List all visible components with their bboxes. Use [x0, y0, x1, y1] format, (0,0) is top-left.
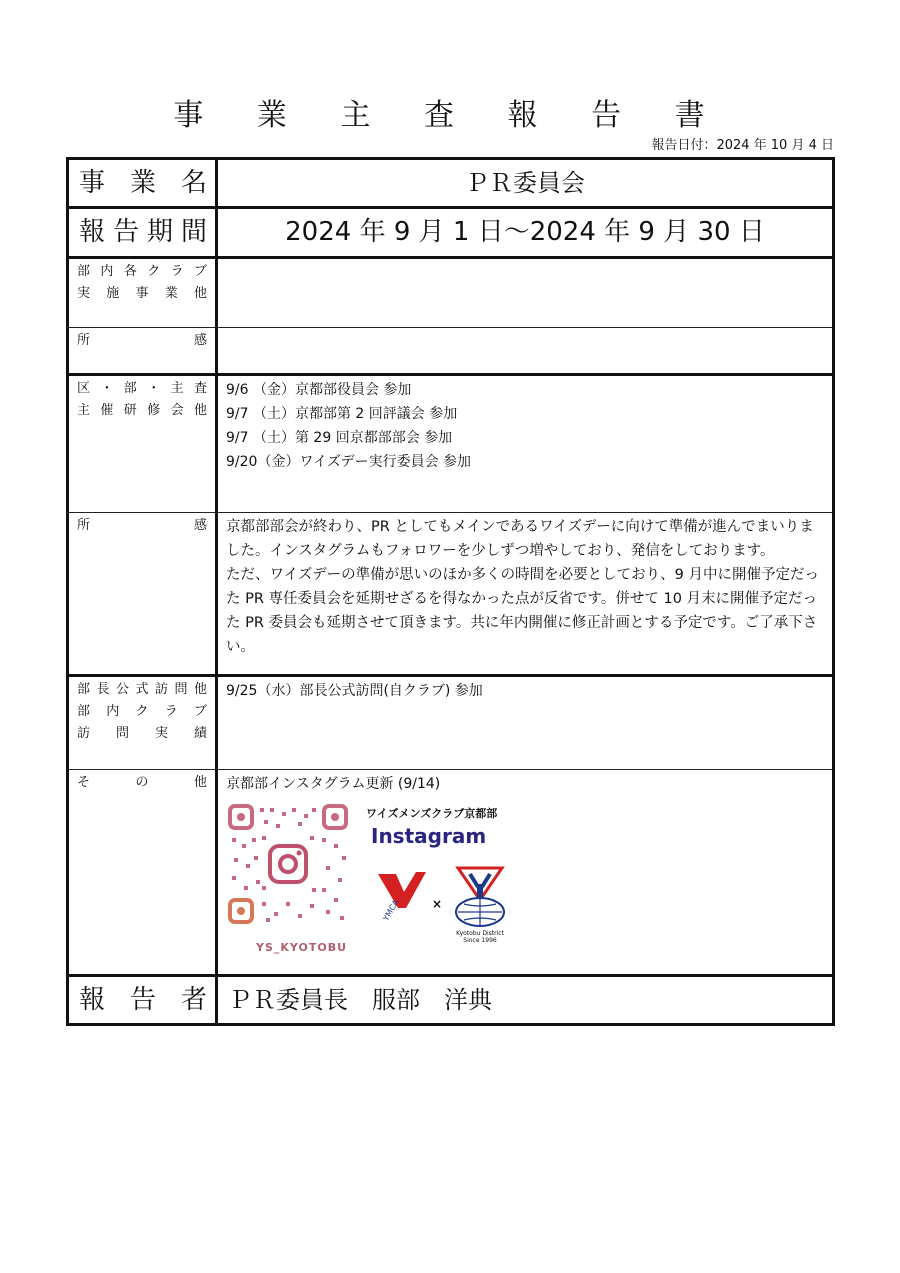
row-other — [68, 770, 834, 976]
project-name-value: ＰＲ委員会 — [217, 159, 834, 208]
district-impressions-text — [217, 513, 834, 676]
club-events-label — [68, 258, 217, 328]
qr-code-icon — [226, 802, 350, 926]
district-impressions-label: 所 感 — [68, 513, 217, 676]
brand-club-name: ワイズメンズクラブ京都部 — [366, 807, 498, 820]
district-events-label-line-2: 主 催 研 修 会 他 — [77, 403, 207, 418]
other-value — [217, 770, 834, 976]
district-event-item: 9/7 （土）第 29 回京都部部会 参加 — [226, 430, 453, 446]
other-text: 京都部インスタグラム更新 (9/14) — [226, 776, 441, 792]
district-events-list — [217, 375, 834, 513]
instagram-graphic — [226, 796, 824, 956]
kyotobu-caption — [448, 930, 512, 944]
row-project-name — [68, 159, 834, 208]
report-table — [66, 157, 835, 1026]
impressions-paragraph-1: 京都部部会が終わり、PR としてもメインであるワイズデーに向けて準備が進んでまいりました。インスタグラムもフォロワーを少しずつ増やしており、発信をしております。 — [226, 519, 814, 559]
visits-label-line-1: 部長公式訪問他 — [77, 682, 207, 697]
club-events-label-line-2: 実 施 事 業 他 — [77, 286, 207, 301]
ymca-text: YMCA — [381, 898, 401, 923]
club-impressions-value — [217, 328, 834, 375]
district-events-label-line-1: 区・部・主査 — [77, 381, 207, 396]
club-impressions-label: 所 感 — [68, 328, 217, 375]
impressions-paragraph-2: ただ、ワイズデーの準備が思いのほか多くの時間を必要としており、9 月中に開催予定だった PR 専任委員会を延期せざるを得なかった点が反省です。併せて 10 月末に開催予定だった PR 委員会も延期させて頂きます。共に年内開催に修正計画とする予定です。ご了承下さい。 — [226, 567, 819, 655]
row-club-impressions — [68, 328, 834, 375]
reporter-value: ＰＲ委員長 服部 洋典 — [217, 976, 834, 1025]
club-events-label-line-1: 部内各クラブ — [77, 264, 207, 279]
club-events-value — [217, 258, 834, 328]
times-symbol: × — [432, 897, 443, 911]
kyotobu-caption-line-1: Kyotobu District — [456, 930, 504, 937]
ymca-logo-icon — [376, 868, 428, 924]
visits-value — [217, 676, 834, 770]
reporter-label: 報 告 者 — [68, 976, 217, 1025]
kyotobu-caption-line-2: Since 1996 — [463, 937, 497, 944]
visit-item: 9/25（水）部長公式訪問(自クラブ) 参加 — [226, 683, 483, 699]
other-label: そ の 他 — [68, 770, 217, 976]
row-district-impressions — [68, 513, 834, 676]
document-title: 事 業 主 査 報 告 書 — [173, 98, 727, 133]
brand-instagram: Instagram — [371, 824, 487, 848]
period-value: 2024 年 9 月 1 日～2024 年 9 月 30 日 — [217, 208, 834, 258]
district-event-item: 9/20（金）ワイズデー実行委員会 参加 — [226, 454, 472, 470]
row-reporter — [68, 976, 834, 1025]
kyotobu-district-logo-icon — [450, 864, 510, 930]
project-name-label: 事 業 名 — [68, 159, 217, 208]
qr-caption: YS_KYOTOBU — [256, 941, 348, 954]
visits-label-line-3: 訪 問 実 績 — [77, 726, 207, 741]
visits-label — [68, 676, 217, 770]
row-district-events — [68, 375, 834, 513]
report-date: 報告日付：2024 年 10 月 4 日 — [651, 138, 834, 153]
row-club-events — [68, 258, 834, 328]
district-events-label — [68, 375, 217, 513]
district-event-item: 9/7 （土）京都部第 2 回評議会 参加 — [226, 406, 458, 422]
visits-label-line-2: 部 内 ク ラ ブ — [77, 704, 207, 719]
row-visits — [68, 676, 834, 770]
district-event-item: 9/6 （金）京都部役員会 参加 — [226, 382, 412, 398]
period-label: 報告期間 — [68, 208, 217, 258]
row-period — [68, 208, 834, 258]
